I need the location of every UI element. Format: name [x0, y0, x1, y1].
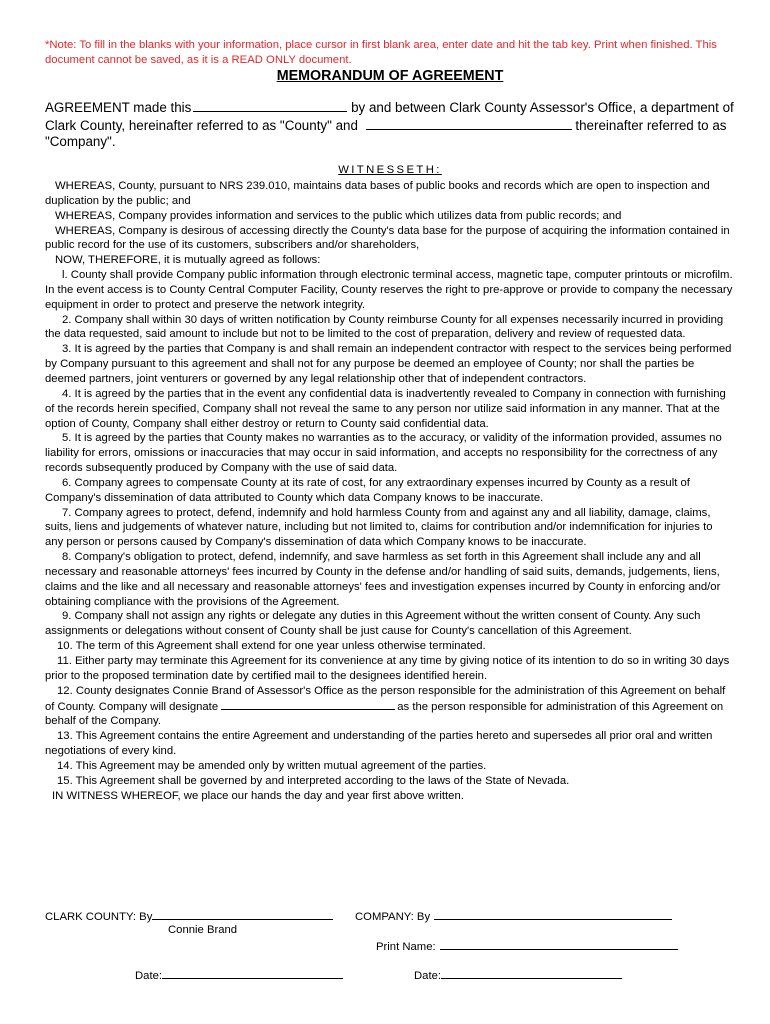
company-by-label: COMPANY: By [355, 911, 431, 923]
clause-paragraph: 4. It is agreed by the parties that in the event any confidential data is inadvertently revealed to Company in connection with furnishing of the records herein specified, Company shall not reveal the same to any person nor utilize said information in any manner. That at the option of County, Company shall either destroy or return to County said confidential data. [45, 387, 726, 430]
clause-paragraph: 11. Either party may terminate this Agreement for its convenience at any time by giving notice of its intention to do so in writing 30 days prior to the proposed termination date by certified mail to the designees identified herein. [45, 655, 730, 682]
clause-paragraph: l. County shall provide Company public information through electronic terminal access, magnetic tape, computer printouts or microfilm. In the event access is to County Central Computer Facility, County reserves the right to pre-approve or provide to company the necessary equipment in order to protect and preserve the network integrity. [45, 269, 733, 311]
company-signature-field[interactable] [434, 908, 672, 920]
document-title: MEMORANDUM OF AGREEMENT [276, 68, 504, 84]
agreement-body [45, 179, 733, 803]
witnesseth-heading: WITNESSETH: [338, 164, 442, 176]
clause-paragraph: 9. Company shall not assign any rights or delegate any duties in this Agreement without the written consent of County. Any such assignments or delegations without consent of County shall be just cause for County's cancellation of this Agreement. [45, 610, 701, 638]
whereas-paragraph: WHEREAS, County, pursuant to NRS 239.010, maintains data bases of public books and records which are open to inspection and duplication by the public; and [45, 180, 710, 207]
whereas-paragraph: WHEREAS, Company is desirous of accessing directly the County's data base for the purpose of acquiring the information contained in public record for the use of its customers, subscribers and/or shareholders, [45, 224, 730, 252]
clause-paragraph: 7. Company agrees to protect, defend, indemnify and hold harmless County from and against any and all liability, damage, claims, suits, liens and judgements of whatever nature, including but not limited to, claims for contribution and/or indemnification for injuries to any person or persons caused by Company's dissemination of data which Company knows to be inaccurate. [45, 506, 713, 549]
clause-paragraph: 2. Company shall within 30 days of written notification by County reimburse County for all expenses necessarily incurred in providing the data requested, said amount to include but not to be limited to the cost of preparation, delivery and review of requested data. [45, 313, 724, 341]
print-name-row [376, 938, 678, 954]
intro-text-1: AGREEMENT made this [45, 100, 192, 115]
intro-text-3: thereinafter referred to as "Company". [45, 117, 727, 149]
instruction-note: *Note: To fill in the blanks with your information, place cursor in first blank area, enter date and hit the tab key. Print when finished. This document cannot be saved, as it is a READ ONLY document. [45, 39, 717, 66]
clause-paragraph: 15. This Agreement shall be governed by and interpreted according to the laws of the State of Nevada. [57, 774, 570, 787]
clause-paragraph: 14. This Agreement may be amended only by written mutual agreement of the parties. [57, 759, 487, 772]
company-date-field[interactable] [441, 967, 622, 979]
company-name-field[interactable] [366, 117, 572, 130]
agreement-intro [45, 99, 735, 151]
intro-text-2: by and between Clark County Assessor's Office, a department of Clark County, hereinafter referred to as "County" and [45, 100, 734, 133]
county-by-label: CLARK COUNTY: By [45, 911, 153, 923]
clause-paragraph: 8. Company's obligation to protect, defend, indemnify, and save harmless as set forth in this Agreement shall include any and all necessary and reasonable attorneys' fees incurred by County in the defense and/or handling of said suits, demands, judgements, liens, claims and the like and all necessary and reasonable attorneys' fees and investigation expenses incurred by County in enforcing and/or obtaining compliance with the provisions of the Agreement. [45, 551, 721, 608]
print-name-label: Print Name: [376, 941, 436, 953]
county-signer-name: Connie Brand [168, 924, 238, 936]
now-therefore-paragraph: NOW, THEREFORE, it is mutually agreed as follows: [55, 254, 321, 267]
agreement-date-field[interactable] [193, 99, 347, 112]
company-signature-row [355, 908, 672, 924]
company-designee-field[interactable] [221, 699, 395, 710]
in-witness-paragraph: IN WITNESS WHEREOF, we place our hands the day and year first above written. [52, 789, 464, 802]
print-name-field[interactable] [440, 938, 678, 950]
clause-12-text-1: 12. County designates Connie Brand of Assessor's Office as the person responsible for the administration of this Agreement on behalf of County. Company will designate [45, 684, 726, 713]
whereas-paragraph: WHEREAS, Company provides information and services to the public which utilizes data from public records; and [55, 209, 622, 222]
clause-paragraph: 5. It is agreed by the parties that County makes no warranties as to the accuracy, or validity of the information provided, assumes no liability for errors, omissions or inaccuracies that may occur in said information, and accepts no responsibility for the correctness of any records subsequently produced by Company with the use of said data. [45, 432, 722, 475]
county-date-field[interactable] [162, 967, 343, 979]
clause-12-paragraph [45, 684, 733, 730]
county-signature-field[interactable] [152, 908, 333, 920]
clause-paragraph: 13. This Agreement contains the entire Agreement and understanding of the parties hereto and supersedes all prior oral and written negotiations of every kind. [45, 730, 713, 758]
company-date-label: Date: [414, 970, 442, 982]
company-date-row [414, 967, 622, 983]
county-date-label: Date: [135, 970, 163, 982]
clause-paragraph: 3. It is agreed by the parties that Company is and shall remain an independent contractor with respect to the services being performed by Company pursuant to this agreement and shall not for any purpose be deemed an employee of County; nor shall the parties be deemed partners, joint venturers or governed by any legal relationship other that of independent contractors. [45, 343, 732, 385]
county-date-row [135, 967, 343, 983]
county-signature-row [45, 908, 333, 924]
clause-paragraph: 6. Company agrees to compensate County at its rate of cost, for any extraordinary expenses incurred by County as a result of Company's dissemination of data attributed to County which data Company knows to be inaccurate. [45, 476, 690, 504]
clause-paragraph: 10. The term of this Agreement shall extend for one year unless otherwise terminated. [57, 640, 486, 653]
clause-12-text-2: as the person responsible for administration of this Agreement on behalf of the Company. [45, 700, 724, 728]
